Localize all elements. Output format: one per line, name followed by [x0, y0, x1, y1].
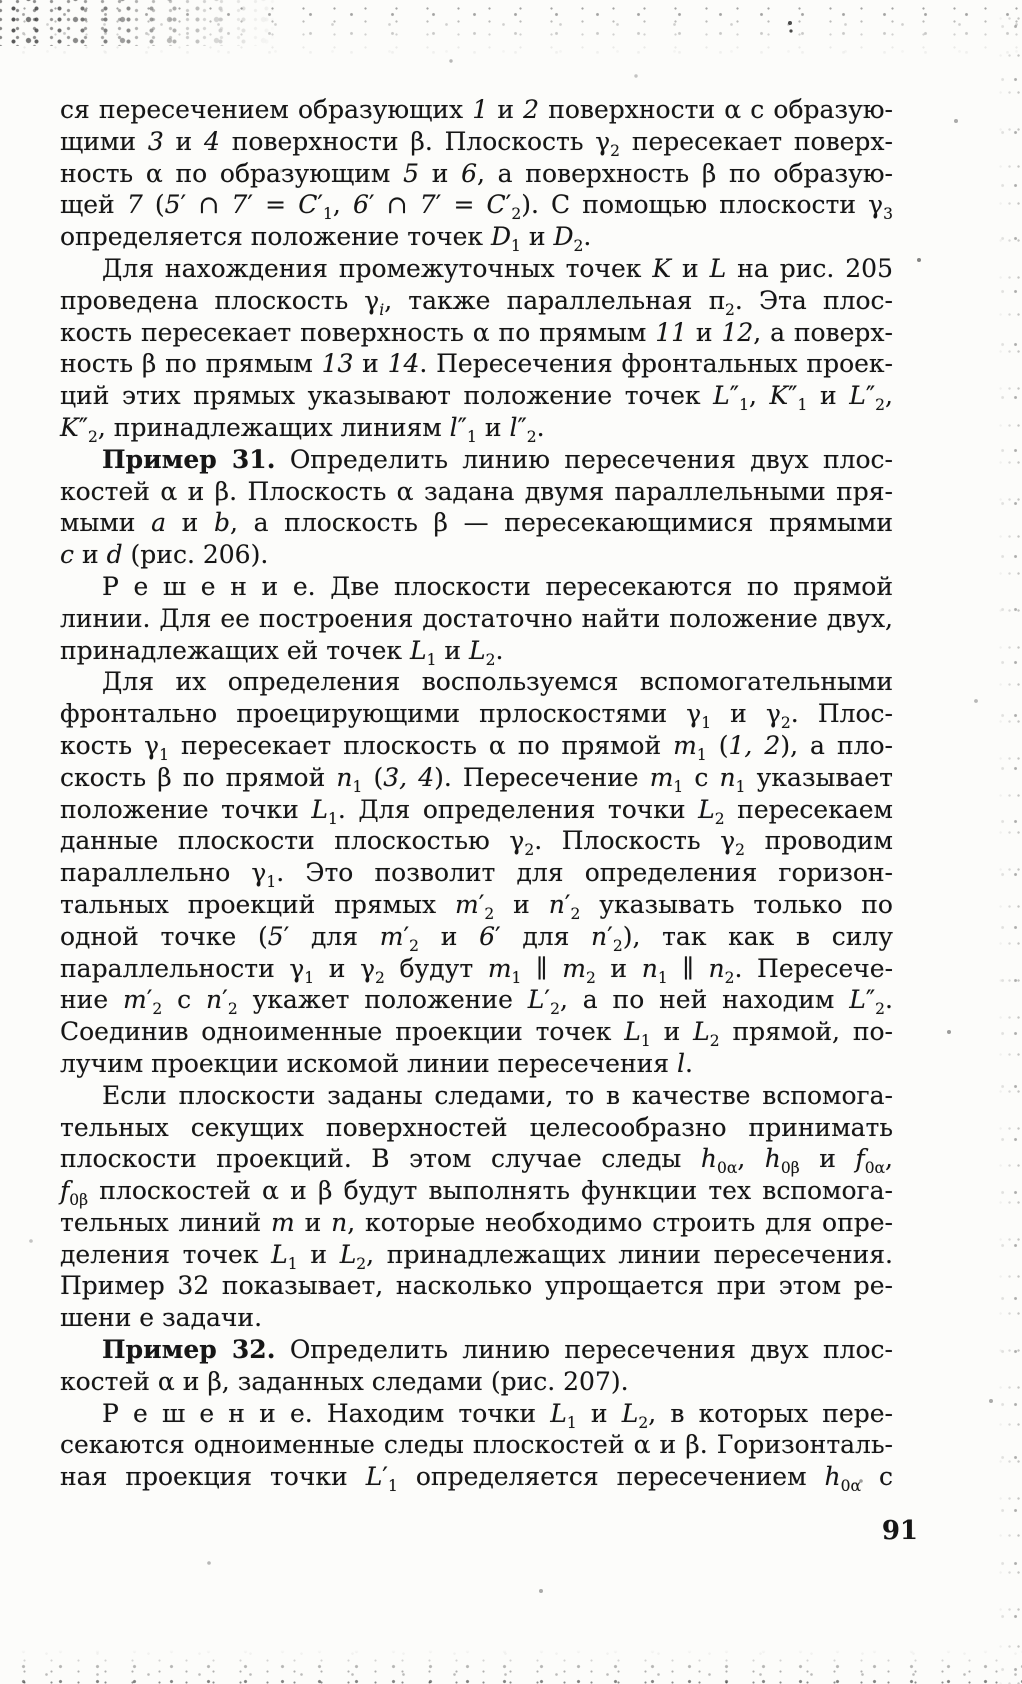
text-line: тельных линий m и n, которые необходимо строить для опре-: [60, 1207, 894, 1237]
text-line: щими 3 и 4 поверхности β. Плоскость $\gamma_2$ пересекает поверх-: [60, 126, 893, 160]
scan-dust-specks: [0, 0, 2, 2]
text-line: фронтально проецирующими прлоскостями $\gamma_1$ и $\gamma_2$. Плос-: [60, 699, 893, 733]
text-line: определяется положение точек $D_1$ и $D_2$.: [60, 222, 592, 256]
scan-noise-top-left-corner: [0, 0, 290, 46]
text-line: кость пересекает поверхность α по прямым 11 и 12, а поверх-: [60, 317, 893, 347]
page-number: 91: [881, 1516, 918, 1546]
paragraph: [60, 253, 893, 444]
text-line: лучим проекции искомой линии пересечения l.: [60, 1048, 693, 1078]
text-line: ся пересечением образующих 1 и 2 поверхности α с образую-: [60, 95, 893, 124]
text-line: Для нахождения промежуточных точек K и L на рис. 205: [102, 253, 893, 283]
text-line: принадлежащих ей точек $L_1$ и $L_2$.: [60, 635, 504, 669]
text-line: Р е ш е н и е. Находим точки $L_1$ и $L_2$, в которых пере-: [102, 1398, 893, 1432]
text-line: Пример 32. Определить линию пересечения двух плос-: [102, 1335, 894, 1365]
paragraph: [60, 444, 893, 571]
text-line: ность α по образующим 5 и 6, а поверхность β по образую-: [60, 158, 893, 188]
text-line: костей α и β. Плоскость α задана двумя параллельными пря-: [60, 476, 893, 506]
text-line: положение точки $L_1$. Для определения точки $L_2$ пересекаем: [60, 794, 893, 828]
text-line: Пример 31. Определить линию пересечения двух плос-: [102, 444, 894, 474]
text-line: деления точек $L_1$ и $L_2$, принадлежащих линии пересечения.: [60, 1239, 893, 1273]
text-line: кость $\gamma_1$ пересекает плоскость α по прямой $m_1$ (1, 2), а пло-: [60, 730, 893, 764]
text-line: Р е ш е н и е. Две плоскости пересекаются по прямой: [102, 571, 893, 601]
paragraph: [60, 666, 893, 1079]
text-line: Пример 32 показывает, насколько упрощается при этом ре-: [60, 1271, 893, 1301]
text-line: Соединив одноименные проекции точек $L_1$ и $L_2$ прямой, по-: [60, 1017, 893, 1051]
paragraph: [60, 1080, 893, 1334]
paragraph: [60, 1398, 893, 1496]
text-line: секаются одноименные следы плоскостей α и β. Горизонталь-: [60, 1430, 893, 1460]
text-line: проведена плоскость $\gamma_i$, также параллельная $\pi_2$. Эта плос-: [60, 285, 893, 319]
text-line: данные плоскости плоскостью $\gamma_2$. Плоскость $\gamma_2$ проводим: [60, 826, 893, 860]
text-line: костей α и β, заданных следами (рис. 207).: [60, 1366, 629, 1396]
text-line: одной точке (5′ для $m'_2$ и 6′ для $n'_2$), так как в силу: [60, 921, 893, 955]
text-line: ние $m'_2$ с $n'_2$ укажет положение $L'_2$, а по ней находим $L''_2$.: [60, 985, 893, 1019]
text-line: тельных секущих поверхностей целесообразно принимать: [60, 1112, 893, 1142]
scan-noise-bottom: [0, 1650, 1022, 1684]
body-text-block: [60, 94, 894, 1496]
text-line: шени е задачи.: [60, 1303, 263, 1333]
text-line: линии. Для ее построения достаточно найти положение двух,: [60, 603, 893, 633]
text-line: c и d (рис. 206).: [60, 540, 269, 570]
text-line: тальных проекций прямых $m'_2$ и $n'_2$ указывать только по: [60, 889, 893, 923]
scan-noise-right-edge: [996, 0, 1022, 1684]
text-line: $f_{0\beta}$ плоскостей α и β будут выполнять функции тех вспомога-: [60, 1176, 893, 1210]
text-line: ность β по прямым 13 и 14. Пересечения фронтальных проек-: [60, 349, 893, 379]
text-line: $K''_2$, принадлежащих линиям $l''_1$ и $l''_2$.: [60, 412, 545, 446]
text-line: Если плоскости заданы следами, то в качестве вспомога-: [102, 1080, 893, 1110]
text-line: щей 7 (5′ ∩ $7' = C'_1$, 6′ ∩ $7' = C'_2$). С помощью плоскости $\gamma_3$: [60, 190, 893, 224]
text-line: ная проекция точки $L'_1$ определяется пересечением $h_{0\alpha}$ с: [60, 1462, 893, 1496]
paragraph: [60, 94, 893, 256]
text-line: плоскости проекций. В этом случае следы $h_{0\alpha}$, $h_{0\beta}$ и $f_{0\alpha}$,: [60, 1144, 893, 1178]
text-line: параллельности $\gamma_1$ и $\gamma_2$ будут $m_1$ ∥ $m_2$ и $n_1$ ∥ $n_2$. Пересече-: [60, 953, 894, 987]
text-line: ций этих прямых указывают положение точек $L''_1$, $K''_1$ и $L''_2$,: [60, 381, 893, 415]
text-line: Для их определения воспользуемся вспомогательными: [102, 667, 893, 697]
text-line: скость β по прямой $n_1$ (3, 4). Пересечение $m_1$ с $n_1$ указывает: [60, 762, 894, 796]
paragraph: [60, 1334, 893, 1398]
text-line: параллельно $\gamma_1$. Это позволит для определения горизон-: [60, 858, 893, 892]
paragraph: [60, 571, 893, 669]
text-line: мыми a и b, а плоскость β — пересекающимися прямыми: [60, 508, 893, 538]
